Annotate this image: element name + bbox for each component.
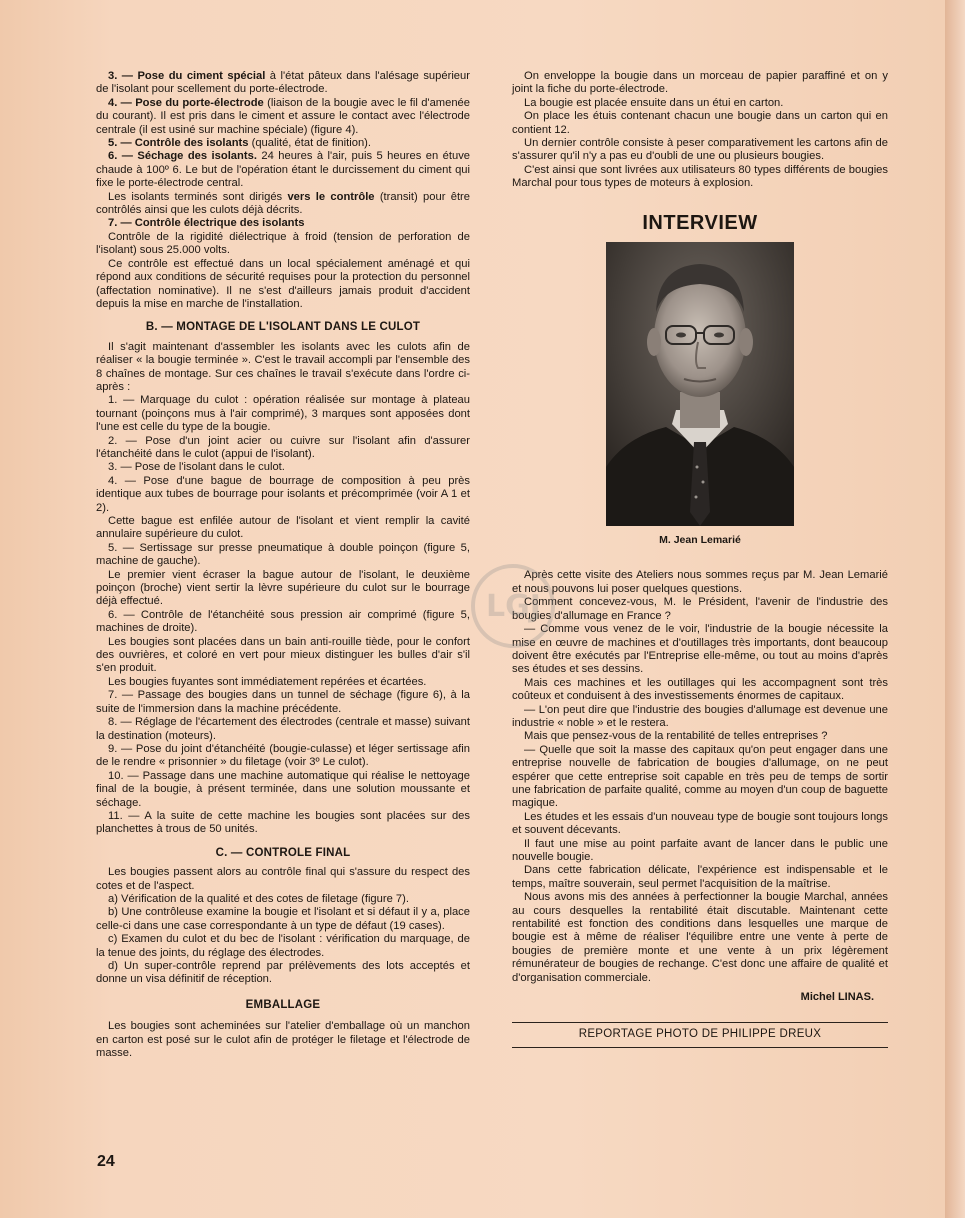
paragraph: On place les étuis contenant chacun une bougie dans un carton qui en contient 12.: [512, 110, 888, 136]
question: Mais que pensez-vous de la rentabilité de telles entreprises ?: [524, 730, 828, 743]
paragraph: C'est ainsi que sont livrées aux utilisateurs 80 types différents de bougies Marchal pour tous types de moteurs à explosion.: [512, 163, 888, 190]
paragraph: Le premier vient écraser la bague autour de l'isolant, le deuxième poinçon (broche) vient sertir la lèvre supérieure du culot sur le bourrage déjà effectué.: [96, 568, 470, 608]
section-c-heading: C. — CONTROLE FINAL: [215, 846, 351, 859]
paragraph: Cette bague est enfilée autour de l'isolant et vient remplir la cavité annulaire supérieure du culot.: [96, 515, 470, 541]
paragraph: Après cette visite des Ateliers nous sommes reçus par M. Jean Lemarié et nous pouvons lui poser quelques questions.: [512, 569, 888, 595]
photo-credit: REPORTAGE PHOTO DE PHILIPPE DREUX: [512, 1022, 888, 1047]
paragraph: Ce contrôle est effectué dans un local spécialement aménagé et qui répond aux conditions de sécurité requises pour la protection du personnel (affectation nominative). Il ne s'est d'ailleurs jamais produit d'accident depuis la mise en marche de l'installation.: [96, 257, 470, 310]
paragraph: Les bougies passent alors au contrôle final qui s'assure du respect des cotes et de l'aspect.: [96, 866, 470, 892]
paragraph: 10. — Passage dans une machine automatique qui réalise le nettoyage final de la bougie, à présent terminée, dans une solution moussante et séchage.: [96, 769, 470, 809]
answer: Nous avons mis des années à perfectionner la bougie Marchal, années au cours desquelles la rentabilité était discutable. Maintenant cette rentabilité est fonction des conditions dans lesquelles une marque de bougie est à même de réaliser l'équilibre entre une vente à perte de bougies de première monte et une vente à un prix légèrement rémunérateur de bougies de rechange. C'est donc une affaire de qualité et d'organisation commerciale.: [512, 891, 888, 984]
watermark-logo: [468, 558, 558, 654]
paragraph: La bougie est placée ensuite dans un étui en carton.: [524, 96, 784, 109]
paragraph: 8. — Réglage de l'écartement des électrodes (centrale et masse) suivant la destination (moteurs).: [96, 716, 470, 742]
paragraph: 6. — Contrôle de l'étanchéité sous pression air comprimé (figure 5, machines de droite).: [96, 608, 470, 635]
answer: Dans cette fabrication délicate, l'expérience est indispensable et le temps, maître souverain, seul permet l'acquisition de la maîtrise.: [512, 864, 888, 890]
paragraph: 7. — Contrôle électrique des isolants: [108, 217, 305, 230]
paragraph: Les isolants terminés sont dirigés vers le contrôle (transit) pour être contrôlés ainsi que les culots déjà décrits.: [96, 190, 470, 217]
page-number: 24: [97, 1153, 115, 1170]
portrait-photo: [606, 242, 794, 526]
paragraph: Un dernier contrôle consiste à peser comparativement les cartons afin de s'assurer qu'il n'y a pas eu d'oubli de une ou plusieurs bougies.: [512, 137, 888, 163]
paragraph: a) Vérification de la qualité et des cotes de filetage (figure 7).: [108, 892, 409, 905]
paragraph: b) Une contrôleuse examine la bougie et l'isolant et si défaut il y a, place celle-ci dans une case correspondante à un type de défaut (19 cases).: [96, 906, 470, 932]
left-column: [96, 70, 470, 1060]
portrait-photo-frame: [512, 242, 888, 526]
answer: Il faut une mise au point parfaite avant de lancer dans le public une nouvelle bougie.: [512, 837, 888, 863]
paragraph: 1. — Marquage du culot : opération réalisée sur montage à plateau tournant (poinçons mus à l'air comprimé), 3 marques sont apposées dont l'une est celle du type de la bougie.: [96, 394, 470, 434]
photo-caption: M. Jean Lemarié: [659, 534, 741, 547]
portrait-illustration: [606, 242, 794, 526]
paragraph: Les bougies sont placées dans un bain anti-rouille tiède, pour le confort des ouvrières, et coloré en vert pour mieux distinguer les bulles d'air s'il s'en produit.: [96, 635, 470, 675]
paragraph: 5. — Contrôle des isolants (qualité, état de finition).: [108, 137, 372, 150]
answer: — Comme vous venez de le voir, l'industrie de la bougie nécessite la mise en œuvre de machines et d'outillages très importants, dont beaucoup doivent être exécutés par l'Entreprise elle-même, ou tout au moins d'après ses études et ses dessins.: [512, 623, 888, 676]
paragraph: Les bougies fuyantes sont immédiatement repérées et écartées.: [108, 675, 427, 688]
paragraph: c) Examen du culot et du bec de l'isolant : vérification du marquage, de la tenue des joints, du réglage des électrodes.: [96, 933, 470, 959]
right-column: [512, 70, 888, 1048]
question: Comment concevez-vous, M. le Président, l'avenir de l'industrie des bougies d'allumage en France ?: [512, 596, 888, 622]
paragraph: 3. — Pose du ciment spécial à l'état pâteux dans l'alésage supérieur de l'isolant pour scellement du porte-électrode.: [96, 70, 470, 96]
paragraph: Contrôle de la rigidité diélectrique à froid (tension de perforation de l'isolant) sous 25.000 volts.: [96, 230, 470, 257]
page-edge: [945, 0, 965, 1218]
section-b-heading: B. — MONTAGE DE L'ISOLANT DANS LE CULOT: [145, 321, 421, 334]
paragraph: Il s'agit maintenant d'assembler les isolants avec les culots afin de réaliser « la bougie terminée ». C'est le travail accompli par l'ensemble des 8 chaînes de montage. Sur ces chaînes le travail s'exécute dans l'ordre ci-après :: [96, 340, 470, 393]
answer: — L'on peut dire que l'industrie des bougies d'allumage est devenue une industrie « noble » et le restera.: [512, 703, 888, 729]
paragraph: On enveloppe la bougie dans un morceau de papier paraffiné et on y joint la fiche du porte-électrode.: [512, 70, 888, 96]
answer: — Quelle que soit la masse des capitaux qu'on peut engager dans une entreprise nouvelle de fabrication de bougies d'allumage, on ne peut espérer que cette entreprise soit capable en très peu de temps de sortir une fabrication de parfaite qualité, comme au moyen d'un coup de baguette magique.: [512, 743, 888, 810]
paragraph: 4. — Pose du porte-électrode (liaison de la bougie avec le fil d'amenée du courant). Il est pris dans le ciment et assure le contact avec l'électrode centrale (il est usiné sur machine spéciale) (figure 4).: [96, 96, 470, 136]
paragraph: 2. — Pose d'un joint acier ou cuivre sur l'isolant afin d'assurer l'étanchéité dans le culot (appui de l'isolant).: [96, 434, 470, 460]
paragraph: 11. — A la suite de cette machine les bougies sont placées sur des planchettes à trous de 50 unités.: [96, 809, 470, 836]
answer: Mais ces machines et les outillages qui les accompagnent sont très coûteux et conduisent à des investissements énormes de capitaux.: [512, 676, 888, 703]
paragraph: 4. — Pose d'une bague de bourrage de composition à peu près identique aux tubes de bourrage pour isolants et précomprimée (voir A 1 et 2).: [96, 474, 470, 514]
paragraph: 7. — Passage des bougies dans un tunnel de séchage (figure 6), à la suite de l'immersion dans la machine précédente.: [96, 689, 470, 715]
svg-text:LGJ: LGJ: [486, 589, 541, 624]
paragraph: 5. — Sertissage sur presse pneumatique à double poinçon (figure 5, machine de gauche).: [96, 541, 470, 568]
emballage-heading: EMBALLAGE: [245, 998, 321, 1011]
paragraph: d) Un super-contrôle reprend par prélèvements des lots acceptés et donne un visa définitif de réception.: [96, 960, 470, 986]
author-signature: Michel LINAS.: [800, 991, 874, 1004]
interview-heading: INTERVIEW: [642, 211, 758, 234]
paragraph: 3. — Pose de l'isolant dans le culot.: [108, 461, 285, 474]
paragraph: Les bougies sont acheminées sur l'atelier d'emballage où un manchon en carton est posé sur le culot afin de protéger le filetage et l'électrode de masse.: [96, 1020, 470, 1060]
paragraph: 6. — Séchage des isolants. 24 heures à l'air, puis 5 heures en étuve chaude à 100º 6. Le but de l'opération étant le durcissement du ciment qui fixe le porte-électrode central.: [96, 150, 471, 190]
answer: Les études et les essais d'un nouveau type de bougie sont toujours longs et souvent décevants.: [512, 810, 888, 837]
paragraph: 9. — Pose du joint d'étanchéité (bougie-culasse) et léger sertissage afin de le rendre « prisonnier » du filetage (voir 3º Le culot).: [96, 742, 470, 769]
